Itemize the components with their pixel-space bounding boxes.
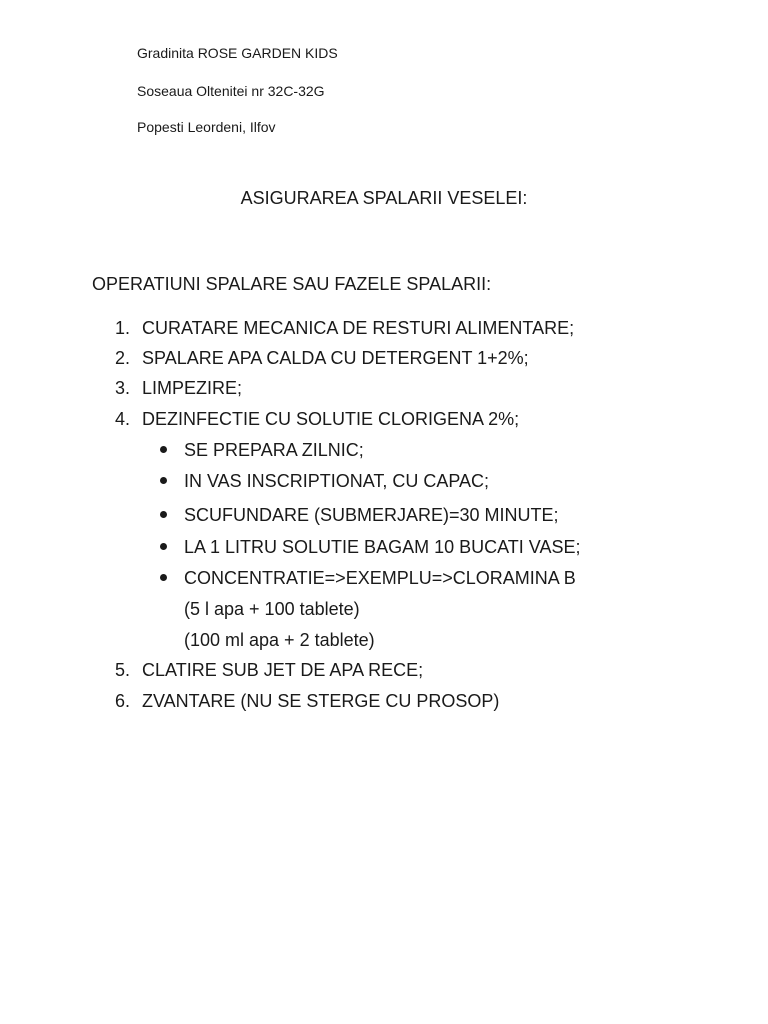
bullet-icon — [160, 446, 167, 453]
bullet-text: LA 1 LITRU SOLUTIE BAGAM 10 BUCATI VASE; — [184, 537, 581, 557]
step-number: 3. — [115, 378, 131, 398]
bullet-item — [160, 503, 559, 527]
bullet-icon — [160, 574, 167, 581]
bullet-continuation-line: (5 l apa + 100 tablete) — [184, 599, 360, 619]
step-number: 5. — [115, 660, 131, 680]
step-text: CURATARE MECANICA DE RESTURI ALIMENTARE; — [142, 318, 575, 338]
list-item-step-5 — [115, 658, 423, 682]
list-item-step-6 — [115, 689, 499, 713]
step-number: 6. — [115, 691, 131, 711]
step-number: 2. — [115, 348, 131, 368]
bullet-icon — [160, 543, 167, 550]
step-text: LIMPEZIRE; — [142, 378, 243, 398]
bullet-continuation-line: (100 ml apa + 2 tablete) — [184, 630, 375, 650]
city-address: Popesti Leordeni, Ilfov — [137, 119, 276, 135]
bullet-item — [160, 535, 580, 559]
step-text: CLATIRE SUB JET DE APA RECE; — [142, 660, 424, 680]
bullet-text: IN VAS INSCRIPTIONAT, CU CAPAC; — [184, 471, 490, 491]
step-text: DEZINFECTIE CU SOLUTIE CLORIGENA 2%; — [142, 409, 520, 429]
list-item-step-2 — [115, 346, 529, 370]
section-title: OPERATIUNI SPALARE SAU FAZELE SPALARII: — [92, 274, 492, 294]
bullet-icon — [160, 511, 167, 518]
step-text: SPALARE APA CALDA CU DETERGENT 1+2%; — [142, 348, 529, 368]
list-item-step-3 — [115, 376, 242, 400]
document-title: ASIGURAREA SPALARII VESELEI: — [240, 188, 528, 208]
list-item-step-4 — [115, 407, 519, 431]
kindergarten-name: Gradinita ROSE GARDEN KIDS — [137, 45, 338, 61]
list-item-step-1 — [115, 316, 574, 340]
bullet-item — [160, 566, 576, 590]
bullet-icon — [160, 477, 167, 484]
step-number: 4. — [115, 409, 131, 429]
bullet-text: CONCENTRATIE=>EXEMPLU=>CLORAMINA B — [184, 568, 576, 588]
bullet-text: SE PREPARA ZILNIC; — [184, 440, 364, 460]
bullet-item — [160, 438, 364, 462]
bullet-text: SCUFUNDARE (SUBMERJARE)=30 MINUTE; — [184, 505, 559, 525]
street-address: Soseaua Oltenitei nr 32C-32G — [137, 83, 325, 99]
step-text: ZVANTARE (NU SE STERGE CU PROSOP) — [142, 691, 500, 711]
step-number: 1. — [115, 318, 131, 338]
bullet-item — [160, 469, 489, 493]
